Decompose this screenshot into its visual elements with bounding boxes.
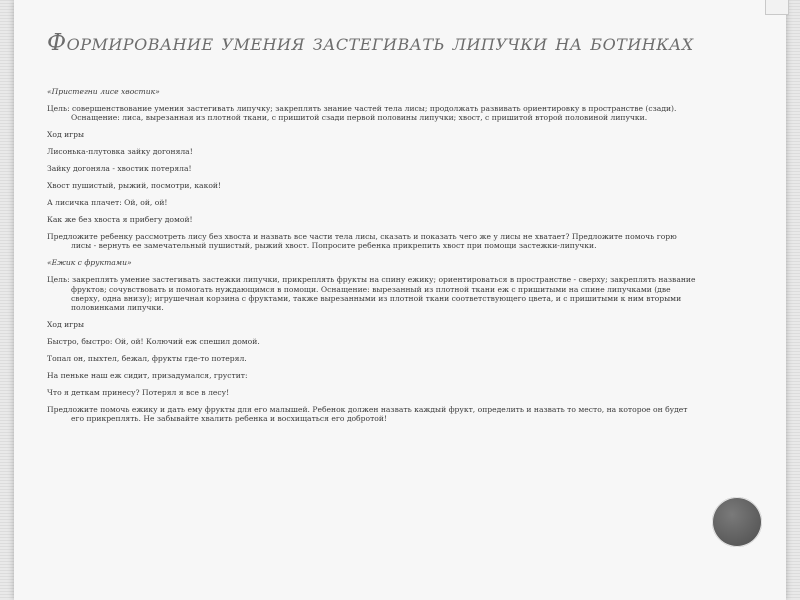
paragraph: На пеньке наш еж сидит, призадумался, грустит:: [47, 371, 248, 381]
corner-tab-decoration: [765, 0, 789, 15]
left-stripes-decoration: [0, 0, 14, 600]
slide-body: [47, 87, 697, 431]
paragraph: А лисичка плачет: Ой, ой, ой!: [47, 198, 168, 208]
paragraph: Ход игры: [47, 130, 85, 140]
paragraph: Что я деткам принесу? Потерял я все в лесу!: [47, 388, 230, 398]
paragraph: Зайку догоняла - хвостик потеряла!: [47, 164, 192, 174]
paragraph: Хвост пушистый, рыжий, посмотри, какой!: [47, 181, 222, 191]
paragraph: «Пристегни лисе хвостик»: [47, 87, 160, 96]
paragraph: Быстро, быстро: Ой, ой! Колючий еж спешил домой.: [47, 337, 260, 347]
paragraph: Ход игры: [47, 320, 85, 330]
decorative-circle: [712, 497, 762, 547]
right-stripes-decoration: [786, 0, 800, 600]
paragraph: Цель: закреплять умение застегивать застежки липучки, прикреплять фрукты на спину ежику; ориентироваться в пространстве - сверху; закреплять название фруктов; сочувствовать и помогать нуждающимся в помощи. Оснащение: вырезанный из плотной ткани еж с пришитыми на спине липучками (две сверху, одна внизу); игрушечная корзина с фруктами, также вырезанными из плотной ткани соответствующего цвета, и с пришитыми к ним вторыми половинками липучки.: [47, 275, 696, 313]
paragraph: Топал он, пыхтел, бежал, фрукты где-то потерял.: [47, 354, 247, 364]
paragraph: Цель: совершенствование умения застегивать липучку; закреплять знание частей тела лисы; продолжать развивать ориентировку в пространстве (сзади). Оснащение: лиса, вырезанная из плотной ткани, с пришитой сзади первой половины липучки; хвост, с пришитой второй половиной липучки.: [47, 104, 677, 123]
paragraph: Предложите помочь ежику и дать ему фрукты для его малышей. Ребенок должен назвать каждый фрукт, определить и назвать то место, на которое он будет его прикреплять. Не забывайте хвалить ребенка и восхищаться его добротой!: [47, 405, 688, 424]
paragraph: «Ежик с фруктами»: [47, 258, 132, 268]
paragraph: Лисонька-плутовка зайку догоняла!: [47, 147, 193, 157]
paragraph: Предложите ребенку рассмотреть лису без хвоста и назвать все части тела лисы, сказать и показать чего же у лисы не хватает? Предложите помочь горю лисы - вернуть ее замечательный пушистый, рыжий хвост. Попросите ребенка прикрепить хвост при помощи застежки-липучки.: [47, 232, 677, 251]
slide-title: Формирование умения застегивать липучки на ботинках: [47, 30, 694, 56]
paragraph: Как же без хвоста я прибегу домой!: [47, 215, 193, 225]
